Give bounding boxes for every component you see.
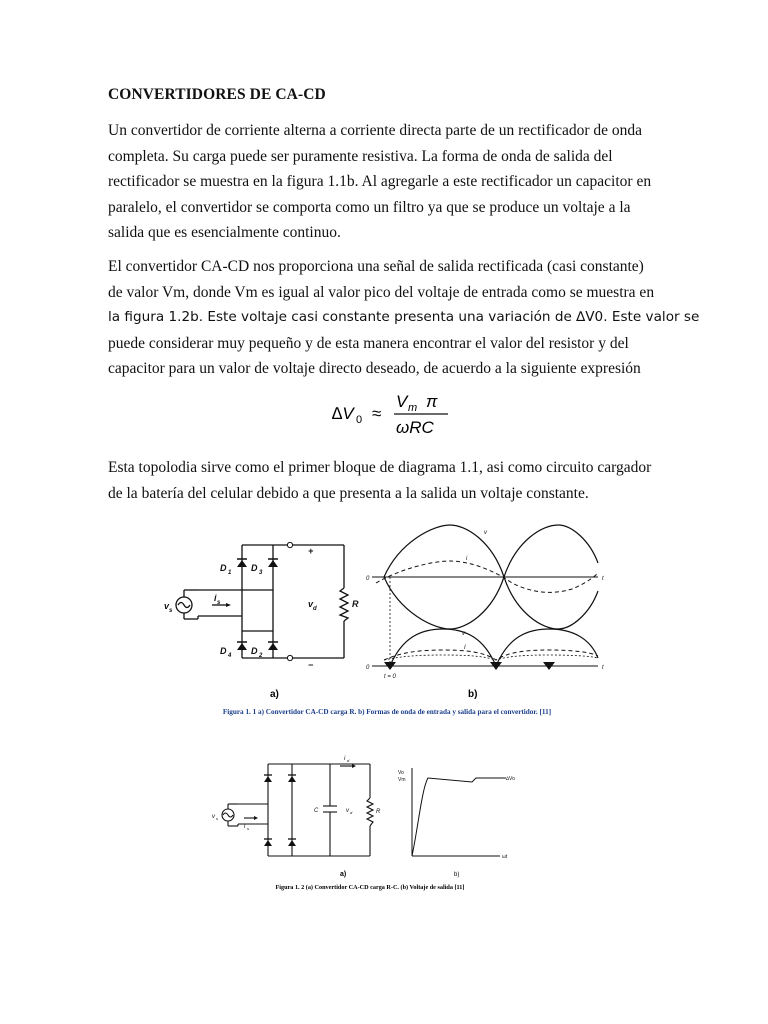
fig2-caption: Figura 1. 2 (a) Convertidor CA-CD carga R-C. (b) Voltaje de salida [11] [275,884,465,891]
circuit-labels [164,546,359,670]
label-vd-sub: d [313,606,317,612]
label-vs-sub: s [169,608,173,614]
text-line: puede considerar muy pequeño y de esta manera encontrar el valor del resistor y del [108,334,629,352]
bridge-circuit [176,545,348,658]
paragraph-intro [108,118,668,246]
label-vd: v [308,599,314,609]
figure-1 [162,523,612,718]
wave-label-t0: t = 0 [384,674,396,680]
paragraph-topology [108,455,668,506]
wave-label-zero-bottom: 0 [366,665,370,671]
label-is-sub: s [217,600,221,606]
wave-label-vs: v [484,530,487,536]
ripple-formula [330,388,460,440]
rc-diode-symbols [254,764,356,846]
fig2-label-is-sub: s [247,826,249,831]
formula-numerator: V [396,392,408,411]
label-d3: D [251,563,258,573]
plot-label-dvo: ∆Vo [506,776,515,782]
fig1-label-a: a) [270,689,279,700]
text-line: de la batería del celular debido a que presenta a la salida un voltaje constante. [108,484,589,502]
text-line: capacitor para un valor de voltaje directo deseado, de acuerdo a la siguiente expresión [108,360,641,377]
text-line: rectificador se muestra en la figura 1.1b. Al agregarle a este rectificador un capacitor en [108,173,652,190]
output-voltage-plot [412,768,506,856]
wave-label-vd: v [462,631,465,637]
fig1-label-b: b) [468,689,478,700]
wave-label-id: I [464,645,466,651]
formula-approx-symbol: ≈ [372,404,382,423]
formula-lhs: ∆V [332,404,354,423]
text-line: completa. Su carga puede ser puramente resistiva. La forma de onda de salida del [108,147,613,165]
fig2-label-b: b) [454,872,460,878]
label-d2: D [251,646,258,656]
fig2-label-is: i [244,824,246,830]
wave-label-is: i [466,556,468,562]
plot-labels [398,770,515,860]
label-d3-sub: 3 [259,570,263,576]
label-d1-sub: 1 [228,570,232,576]
paragraph-description [108,254,700,382]
label-r: R [352,599,359,609]
fig1-caption: Figura 1. 1 a) Convertidor CA-CD carga R. b) Formas de onda de entrada y salida para el convertidor. [11] [222,708,552,716]
label-vs: v [164,601,170,611]
fig2-label-vd: v [346,808,349,814]
section-title: CONVERTIDORES DE CA-CD [108,86,326,103]
plot-label-vm: Vm [398,777,406,783]
waveforms [372,525,598,670]
text-line: Un convertidor de corriente alterna a corriente directa parte de un rectificador de onda [108,122,643,139]
fig2-label-id-sub: d [347,758,350,763]
fig2-label-id: i [344,756,346,762]
rc-circuit-labels [212,756,381,831]
fig2-label-r: R [376,809,381,815]
fig2-label-vs: v [212,814,215,820]
plot-label-t: ωt [502,854,508,860]
fig2-label-a: a) [340,871,347,878]
text-line: Esta topolodia sirve como el primer bloque de diagrama 1.1, asi como circuito cargador [108,459,652,476]
text-line: de valor Vm, donde Vm es igual al valor pico del voltaje de entrada como se muestra en [108,283,655,301]
label-d4: D [220,646,227,656]
fig2-label-vs-sub: s [216,816,218,821]
formula-numerator-subscript: m [408,402,418,414]
text-line: paralelo, el convertidor se comporta como un filtro ya que se produce un voltaje a la [108,198,631,216]
formula-denominator: ωRC [396,418,434,437]
wave-label-t-top: t [602,576,604,582]
formula-pi: π [426,392,438,411]
label-d4-sub: 4 [228,653,232,659]
label-is: i [214,593,217,603]
diode-symbols [226,542,293,660]
formula-lhs-subscript: 0 [356,414,363,426]
fig2-label-c: C [314,808,319,814]
wave-label-t-bottom: t [602,665,604,671]
label-plus: + [308,546,314,556]
fig2-label-vd-sub: d [350,810,353,815]
figure-2 [210,748,530,894]
label-d2-sub: 2 [259,653,263,659]
label-d1: D [220,563,227,573]
label-minus: − [308,660,314,670]
text-line: El convertidor CA-CD nos proporciona una señal de salida rectificada (casi constante) [108,258,644,275]
wave-label-zero-top: 0 [366,576,370,582]
plot-label-vo: Vo [398,770,404,776]
text-line: salida que es esencialmente continuo. [108,224,341,241]
text-line: la figura 1.2b. Este voltaje casi constante presenta una variación de ∆V0. Este valor se [108,309,700,325]
